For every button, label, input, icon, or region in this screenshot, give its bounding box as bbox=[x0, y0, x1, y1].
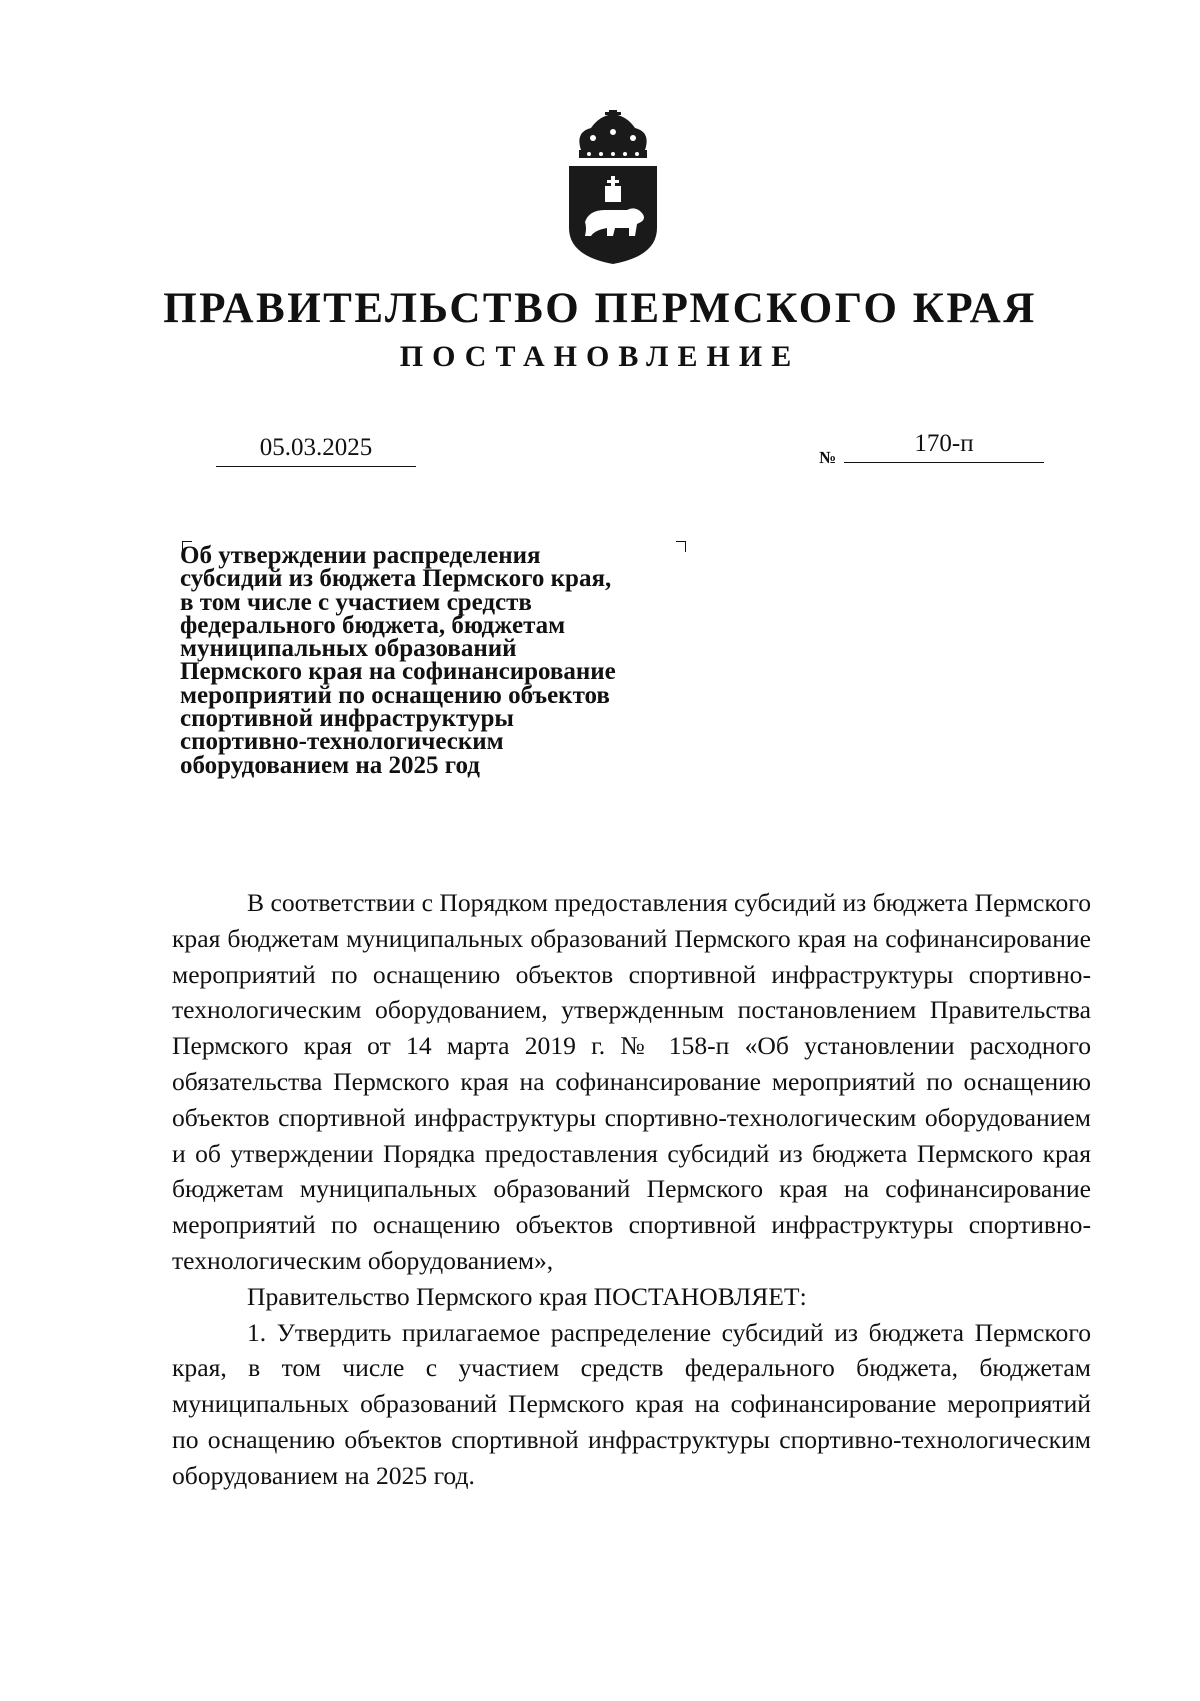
item-1-paragraph: 1. Утвердить прилагаемое распределение субсидий из бюджета Пермского края, в том числе с участием средств федерального бюджета, бюджетам муниципальных образований Пермского края на софинансирование мероприятий по оснащению объектов спортивной инфраструктуры спортивно-технологическим оборудованием на 2025 год. bbox=[172, 1317, 1091, 1490]
subject-line: Пермского края на софинансирование bbox=[180, 658, 616, 686]
subject-line: Об утверждении распределения bbox=[180, 542, 541, 569]
document-date: 05.03.2025 bbox=[216, 430, 416, 467]
subject-line: спортивно-технологическим bbox=[180, 728, 504, 756]
document-number: 170-п bbox=[844, 426, 1044, 463]
resolves-paragraph: Правительство Пермского края ПОСТАНОВЛЯЕТ: bbox=[247, 1281, 807, 1311]
subject-line: муниципальных образований bbox=[180, 635, 517, 663]
subject-line: федерального бюджета, бюджетам bbox=[180, 611, 566, 639]
government-title: ПРАВИТЕЛЬСТВО ПЕРМСКОГО КРАЯ bbox=[163, 285, 1037, 332]
subject-line: спортивной инфраструктуры bbox=[180, 705, 514, 733]
subject-line: оборудованием на 2025 год bbox=[180, 751, 480, 779]
subject-line: в том числе с участием средств bbox=[180, 588, 532, 616]
document-body bbox=[172, 885, 1091, 1494]
number-sign: № bbox=[819, 448, 837, 467]
subject-line: субсидий из бюджета Пермского края, bbox=[180, 565, 612, 593]
subject-line: мероприятий по оснащению объектов bbox=[180, 681, 610, 709]
preamble-paragraph: В соответствии с Порядком предоставления субсидий из бюджета Пермского края бюджетам муниципальных образований Пермского края на софинансирование мероприятий по оснащению объектов спортивной инфраструктуры спортивно-технологическим оборудованием, утвержденным постановлением Правительства Пермского края от 14 марта 2019 г. № 158-п «Об установлении расходного обязательства Пермского края на софинансирование мероприятий по оснащению объектов спортивной инфраструктуры спортивно-технологическим оборудованием и об утверждении Порядка предоставления субсидий из бюджета Пермского края бюджетам муниципальных образований Пермского края на софинансирование мероприятий по оснащению объектов спортивной инфраструктуры спортивно-технологическим оборудованием», bbox=[172, 888, 1091, 1275]
document-subject bbox=[180, 544, 700, 777]
coat-of-arms-emblem bbox=[565, 110, 661, 265]
document-type: ПОСТАНОВЛЕНИЕ bbox=[399, 340, 801, 373]
